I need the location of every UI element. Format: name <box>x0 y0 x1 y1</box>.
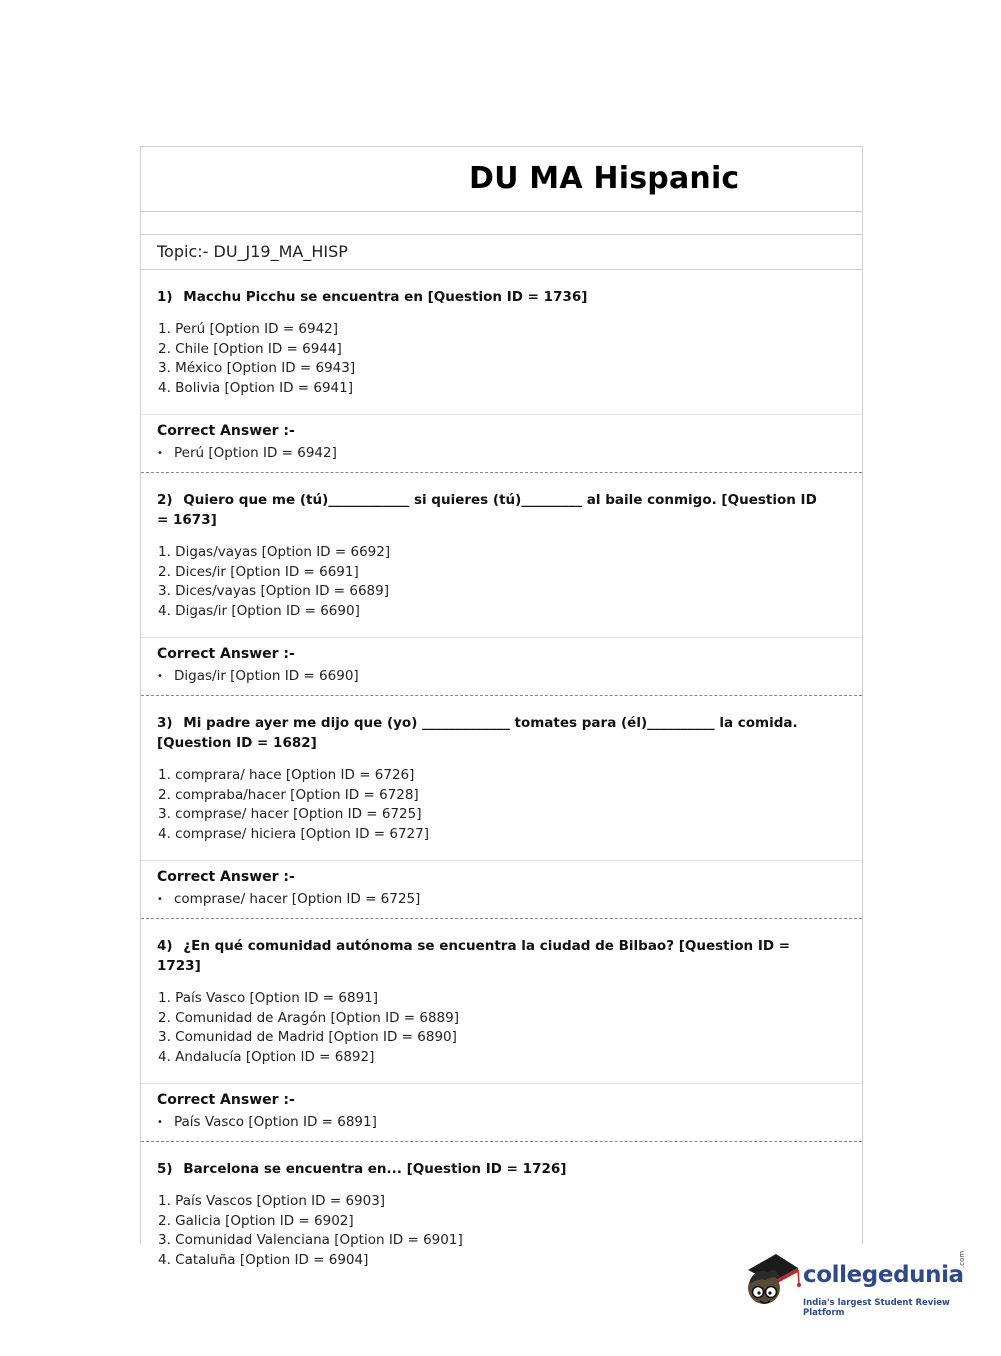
option-item: 4. Bolivia [Option ID = 6941] <box>158 379 354 396</box>
question-heading <box>157 1142 846 1179</box>
correct-answer-label: Correct Answer :- <box>157 423 295 439</box>
correct-answer-text: comprase/ hacer [Option ID = 6725] <box>174 891 421 907</box>
collegedunia-logo[interactable] <box>742 1250 967 1316</box>
correct-answer <box>157 663 846 686</box>
question-block <box>141 270 862 473</box>
question-text: ¿En qué comunidad autónoma se encuentra la ciudad de Bilbao? [Question ID = 1723] <box>157 938 791 974</box>
option-item: 3. Dices/vayas [Option ID = 6689] <box>158 583 389 599</box>
options-list <box>157 543 846 621</box>
correct-answer <box>157 1109 846 1132</box>
bullet-icon: • <box>157 894 163 905</box>
question-heading <box>157 270 846 307</box>
option-item: 2. Chile [Option ID = 6944] <box>158 340 342 357</box>
logo-wordmark: collegedunia <box>803 1262 964 1288</box>
question-heading <box>157 696 846 753</box>
bullet-icon: • <box>157 448 163 459</box>
option-item: 1. Perú [Option ID = 6942] <box>158 321 339 337</box>
options-list <box>157 989 846 1067</box>
question-number: 2) <box>157 492 173 508</box>
question-number: 4) <box>157 938 173 954</box>
option-item: 1. Digas/vayas [Option ID = 6692] <box>158 544 391 560</box>
correct-answer-label: Correct Answer :- <box>157 646 295 662</box>
question-number: 1) <box>157 289 173 305</box>
question-number: 3) <box>157 715 173 731</box>
option-item: 4. Digas/ir [Option ID = 6690] <box>158 602 360 619</box>
question-block <box>141 473 862 696</box>
correct-answer-text: País Vasco [Option ID = 6891] <box>174 1114 377 1130</box>
option-item: 4. comprase/ hiciera [Option ID = 6727] <box>158 825 429 842</box>
question-block <box>141 696 862 919</box>
correct-answer-text: Perú [Option ID = 6942] <box>174 445 337 461</box>
options-list <box>157 766 846 844</box>
option-item: 2. compraba/hacer [Option ID = 6728] <box>158 786 419 803</box>
question-heading <box>157 473 846 530</box>
spacer-row <box>141 212 862 235</box>
question-heading <box>157 919 846 976</box>
options-list <box>157 320 846 398</box>
correct-answer <box>157 440 846 463</box>
document-sheet <box>140 146 863 1268</box>
question-block <box>141 919 862 1142</box>
option-item: 2. Comunidad de Aragón [Option ID = 6889] <box>158 1009 459 1026</box>
question-text: Barcelona se encuentra en... [Question ID = 1726] <box>183 1161 567 1177</box>
bullet-icon: • <box>157 671 163 682</box>
correct-answer-label: Correct Answer :- <box>157 1092 295 1108</box>
option-item: 3. comprase/ hacer [Option ID = 6725] <box>158 806 422 822</box>
topic-label: Topic:- DU_J19_MA_HISP <box>141 235 862 270</box>
page-title: DU MA Hispanic <box>469 161 740 196</box>
bullet-icon: • <box>157 1117 163 1128</box>
question-text: Macchu Picchu se encuentra en [Question ID = 1736] <box>183 289 588 305</box>
logo-suffix: .com <box>958 1250 966 1268</box>
title-row <box>141 147 862 212</box>
option-item: 1. comprara/ hace [Option ID = 6726] <box>158 767 415 783</box>
option-item: 2. Galicia [Option ID = 6902] <box>158 1212 354 1229</box>
option-item: 1. País Vascos [Option ID = 6903] <box>158 1193 386 1209</box>
correct-answer-label: Correct Answer :- <box>157 869 295 885</box>
option-item: 4. Cataluña [Option ID = 6904] <box>158 1251 369 1268</box>
option-item: 3. Comunidad de Madrid [Option ID = 6890] <box>158 1029 457 1045</box>
question-text: Mi padre ayer me dijo que (yo) _____________ tomates para (él)__________ la comida. [Question ID = 1682] <box>157 715 798 751</box>
option-item: 3. Comunidad Valenciana [Option ID = 6901] <box>158 1232 463 1248</box>
question-text: Quiero que me (tú)____________ si quieres (tú)_________ al baile conmigo. [Question ID = 1673] <box>157 492 817 528</box>
option-item: 4. Andalucía [Option ID = 6892] <box>158 1048 375 1065</box>
option-item: 3. México [Option ID = 6943] <box>158 360 356 376</box>
option-item: 2. Dices/ir [Option ID = 6691] <box>158 563 359 580</box>
option-item: 1. País Vasco [Option ID = 6891] <box>158 990 379 1006</box>
logo-tagline: India's largest Student Review Platform <box>803 1298 950 1318</box>
correct-answer <box>157 886 846 909</box>
mascot-icon <box>742 1250 802 1312</box>
question-number: 5) <box>157 1161 173 1177</box>
correct-answer-text: Digas/ir [Option ID = 6690] <box>174 668 359 684</box>
